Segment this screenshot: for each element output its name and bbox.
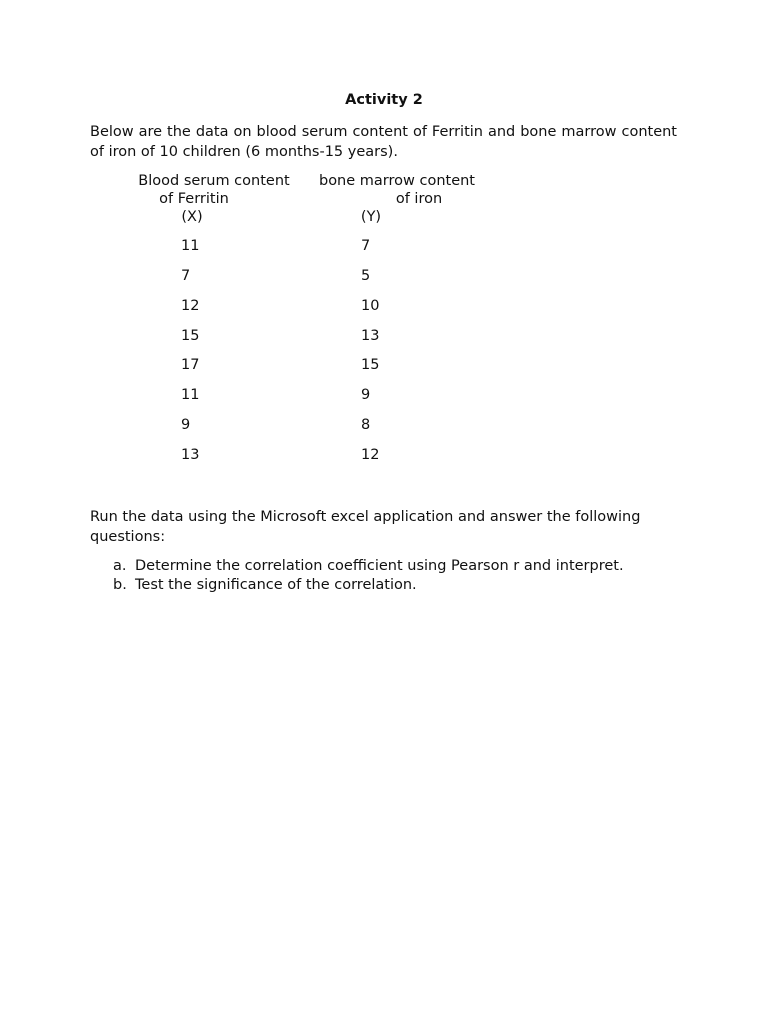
table-row — [0, 238, 768, 258]
x-value: 13 — [181, 447, 200, 463]
y-value: 8 — [361, 417, 371, 433]
activity-title: Activity 2 — [345, 92, 423, 108]
x-header-variable: (X) — [181, 209, 203, 225]
question-text: Test the significance of the correlation. — [135, 577, 417, 593]
table-row — [0, 298, 768, 318]
y-header-line2: of iron — [395, 191, 443, 207]
table-row — [0, 417, 768, 437]
y-column-header — [312, 172, 482, 226]
y-value: 15 — [361, 357, 380, 373]
y-value: 5 — [361, 268, 371, 284]
question-item — [113, 576, 713, 595]
x-value: 11 — [181, 387, 200, 403]
instructions-paragraph: Run the data using the Microsoft excel application and answer the following questions: — [90, 509, 641, 545]
x-header-line2: of Ferritin — [159, 191, 229, 207]
table-row — [0, 447, 768, 467]
x-value: 7 — [181, 268, 191, 284]
question-marker: a. — [113, 558, 127, 574]
question-list — [113, 557, 713, 595]
table-row — [0, 357, 768, 377]
y-value: 7 — [361, 238, 371, 254]
y-value: 12 — [361, 447, 380, 463]
question-item — [113, 557, 713, 576]
table-row — [0, 328, 768, 348]
x-header-line1: Blood serum content — [138, 173, 290, 189]
intro-paragraph: Below are the data on blood serum content of Ferritin and bone marrow content of iron of 10 children (6 months-15 years). — [90, 124, 677, 160]
question-marker: b. — [113, 577, 127, 593]
table-row — [0, 387, 768, 407]
x-value: 15 — [181, 328, 200, 344]
y-value: 10 — [361, 298, 380, 314]
y-header-line1: bone marrow content — [318, 173, 475, 189]
x-value: 9 — [181, 417, 191, 433]
y-value: 13 — [361, 328, 380, 344]
y-value: 9 — [361, 387, 371, 403]
y-header-variable: (Y) — [360, 209, 382, 225]
x-value: 12 — [181, 298, 200, 314]
x-value: 17 — [181, 357, 200, 373]
x-value: 11 — [181, 238, 200, 254]
table-row — [0, 268, 768, 288]
question-text: Determine the correlation coefficient using Pearson r and interpret. — [135, 558, 624, 574]
